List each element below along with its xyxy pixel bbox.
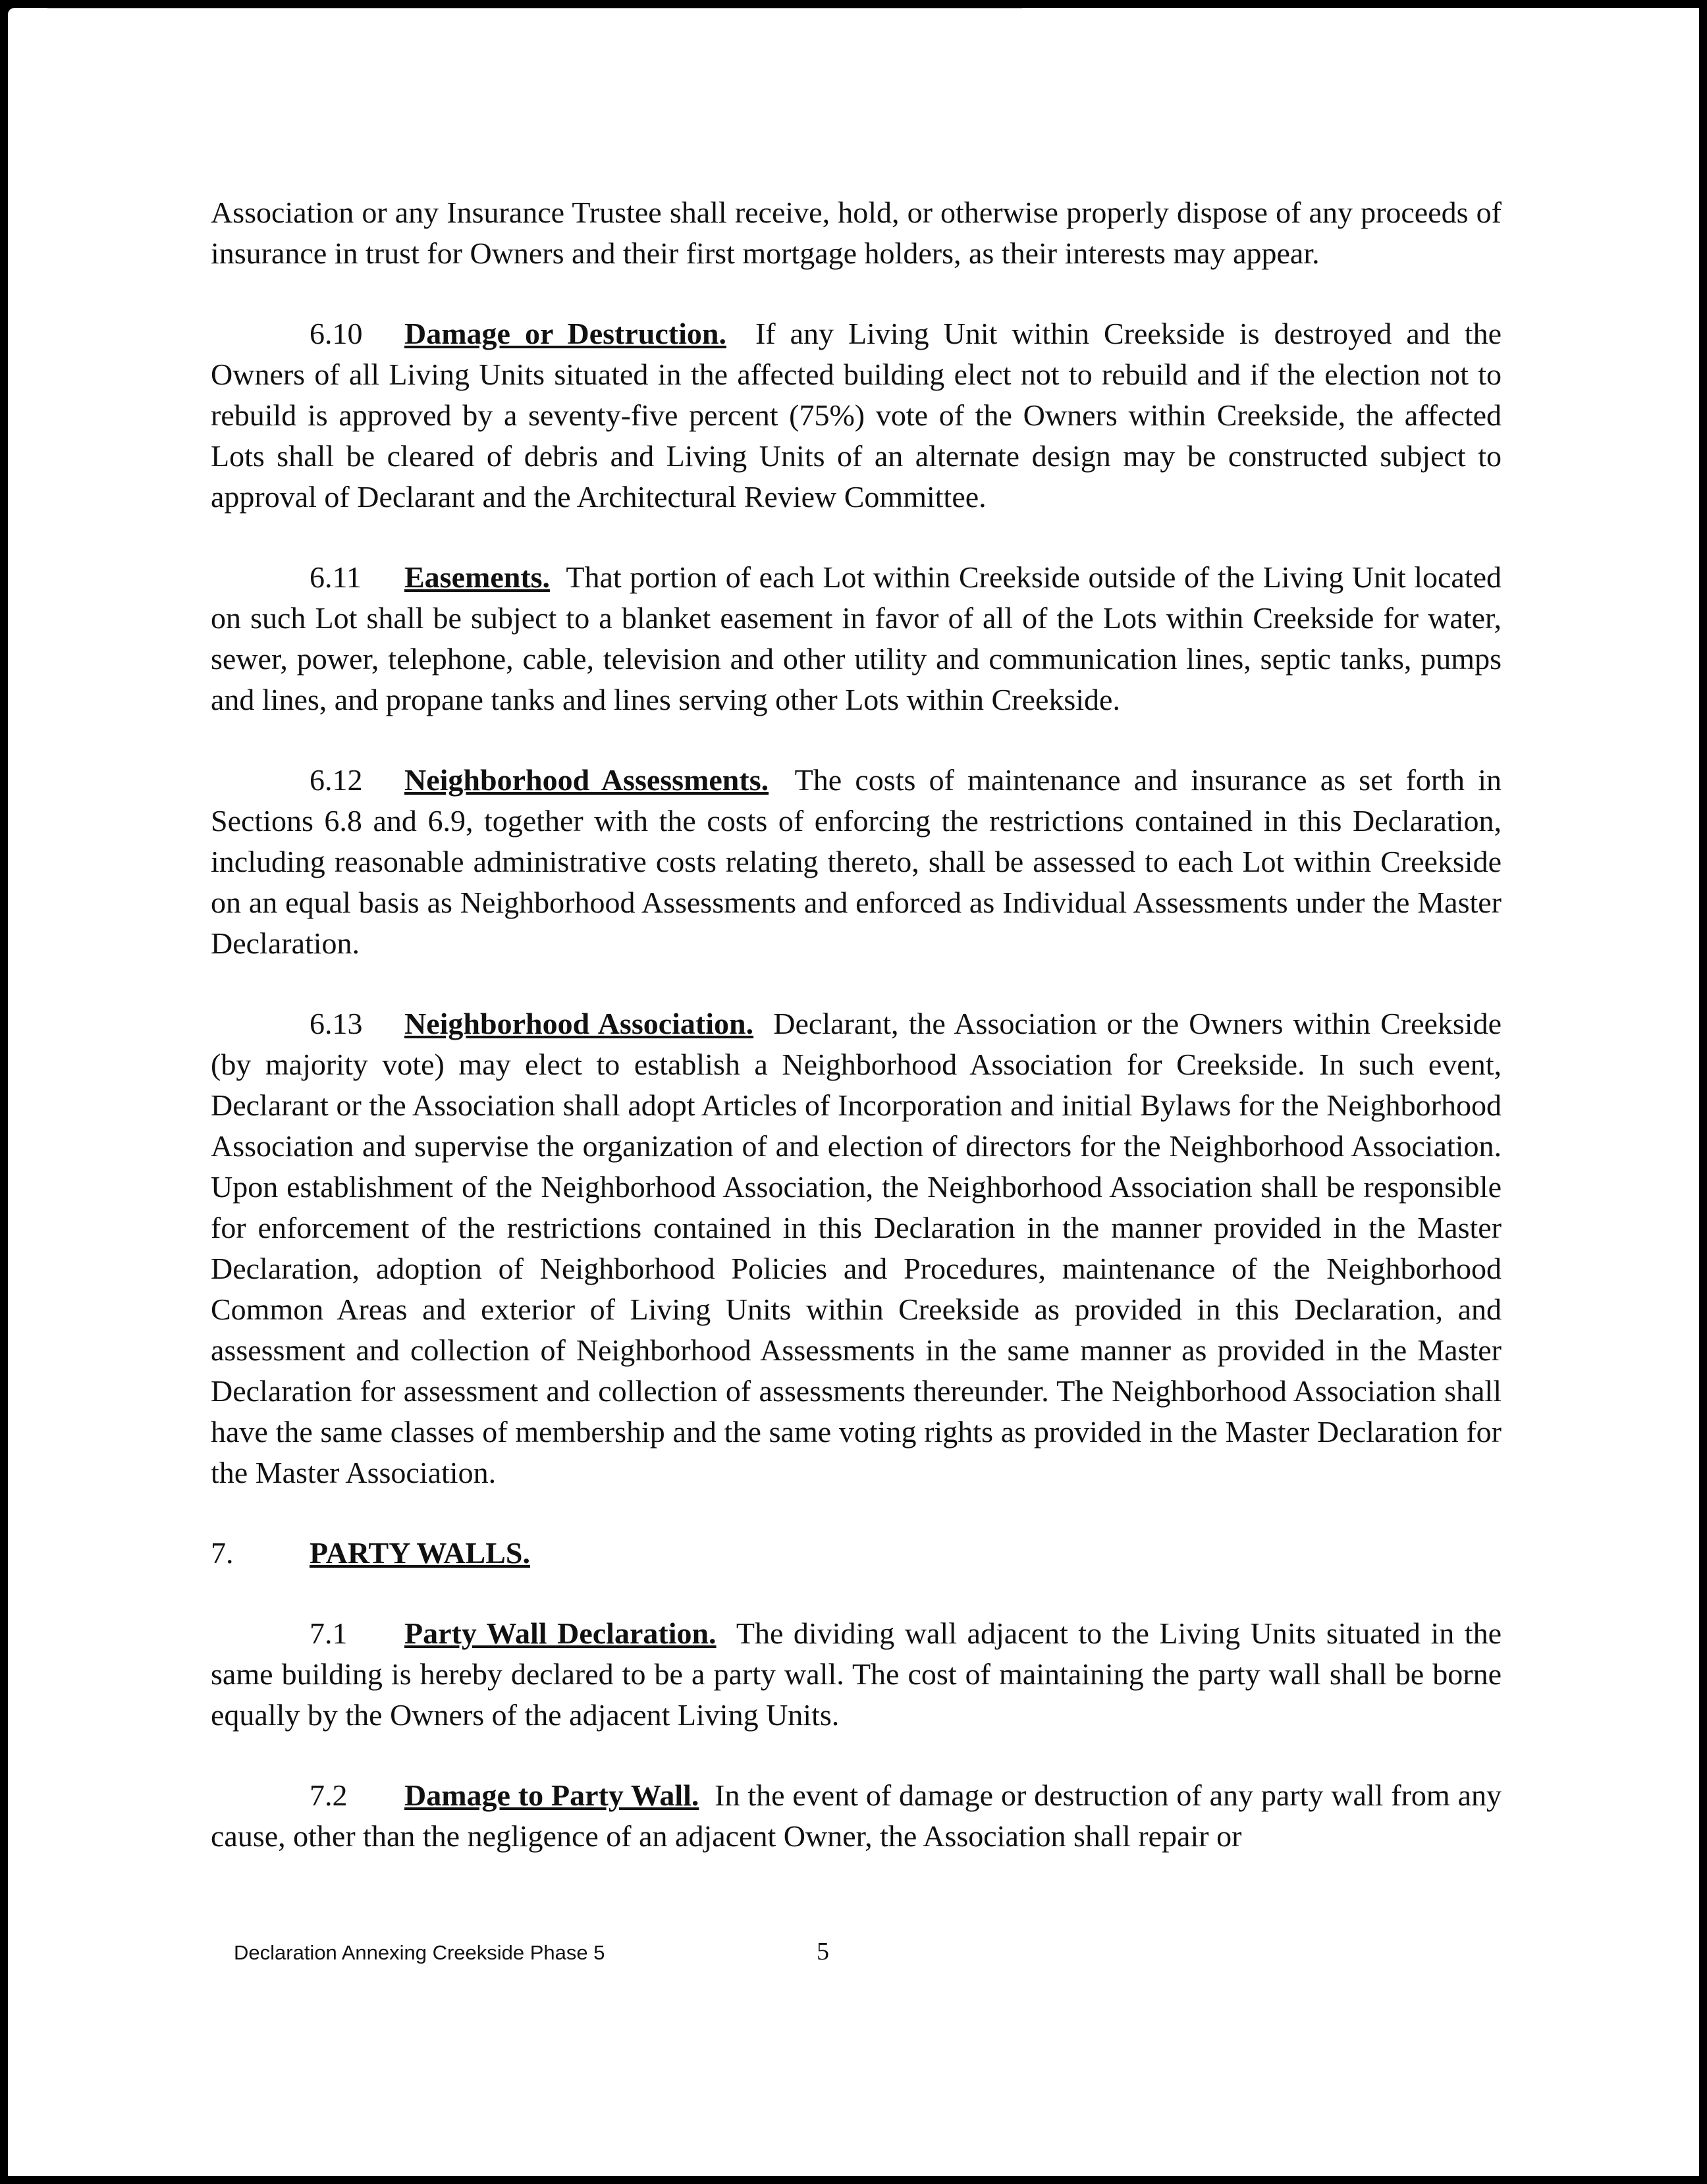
section-6-13: [211, 1003, 1502, 1493]
section-6-11: [211, 557, 1502, 720]
section-heading: Damage to Party Wall.: [404, 1778, 699, 1812]
section-text: If any Living Unit within Creekside is destroyed and the Owners of all Living Units situated in the affected building elect not to rebuild and if the election not to rebuild is approved by a seventy-five percent (75%) vote of the Owners within Creekside, the affected Lots shall be cleared of debris and Living Units of an alternate design may be constructed subject to approval of Declarant and the Architectural Review Committee.: [211, 317, 1502, 514]
section-number: 6.10: [310, 317, 363, 350]
section-heading: Neighborhood Assessments.: [404, 763, 769, 797]
section-7: [211, 1533, 1502, 1574]
footer-title: Declaration Annexing Creekside Phase 5: [234, 1941, 605, 1964]
paragraph-text: Association or any Insurance Trustee shall receive, hold, or otherwise properly dispose of any proceeds of insurance in trust for Owners and their first mortgage holders, as their interests may appear.: [211, 196, 1502, 270]
section-text: In the event of damage or destruction of any party wall from any cause, other than the negligence of an adjacent Owner, the Association shall repair or: [211, 1778, 1502, 1853]
section-6-12: [211, 760, 1502, 964]
section-heading: Party Wall Declaration.: [404, 1616, 717, 1650]
section-6-10: [211, 313, 1502, 518]
section-heading: Neighborhood Association.: [404, 1007, 754, 1040]
page-number: 5: [817, 1938, 829, 1965]
section-heading: PARTY WALLS.: [310, 1536, 530, 1570]
document-body: [211, 192, 1502, 1896]
section-number: 7.1: [310, 1616, 348, 1650]
section-number: 7.: [211, 1536, 234, 1570]
section-number: 6.11: [310, 560, 362, 594]
section-number: 7.2: [310, 1778, 348, 1812]
section-text: That portion of each Lot within Creekside outside of the Living Unit located on such Lot shall be subject to a blanket easement in favor of all of the Lots within Creekside for water, sewer, power, telephone, cable, television and other utility and communication lines, septic tanks, pumps and lines, and propane tanks and lines serving other Lots within Creekside.: [211, 560, 1502, 716]
section-7-2: [211, 1775, 1502, 1857]
section-text: The dividing wall adjacent to the Living Units situated in the same building is hereby declared to be a party wall. The cost of maintaining the party wall shall be borne equally by the Owners of the adjacent Living Units.: [211, 1616, 1502, 1732]
section-number: 6.12: [310, 763, 363, 797]
section-text: The costs of maintenance and insurance as set forth in Sections 6.8 and 6.9, together with the costs of enforcing the restrictions contained in this Declaration, including reasonable administrative costs relating thereto, shall be assessed to each Lot within Creekside on an equal basis as Neighborhood Assessments and enforced as Individual Assessments under the Master Declaration.: [211, 763, 1502, 960]
section-7-1: [211, 1613, 1502, 1736]
section-text: Declarant, the Association or the Owners within Creekside (by majority vote) may elect to establish a Neighborhood Association for Creekside. In such event, Declarant or the Association shall adopt Articles of Incorporation and initial Bylaws for the Neighborhood Association and supervise the organization of and election of directors for the Neighborhood Association. Upon establishment of the Neighborhood Association, the Neighborhood Association shall be responsible for enforcement of the restrictions contained in this Declaration in the manner provided in the Master Declaration, adoption of Neighborhood Policies and Procedures, maintenance of the Neighborhood Common Areas and exterior of Living Units within Creekside as provided in this Declaration, and assessment and collection of Neighborhood Assessments in the same manner as provided in the Master Declaration for assessment and collection of assessments thereunder. The Neighborhood Association shall have the same classes of membership and the same voting rights as provided in the Master Declaration for the Master Association.: [211, 1007, 1502, 1489]
section-number: 6.13: [310, 1007, 363, 1040]
section-heading: Damage or Destruction.: [404, 317, 726, 350]
scan-edge-line: [47, 8, 1022, 9]
paragraph-continuation: [211, 192, 1502, 274]
section-heading: Easements.: [404, 560, 551, 594]
